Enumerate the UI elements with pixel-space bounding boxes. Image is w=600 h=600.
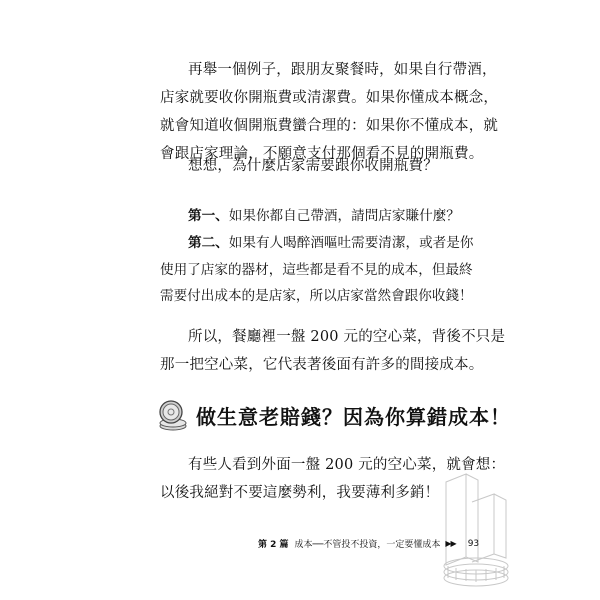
reason-label: 第一、 xyxy=(188,208,229,224)
chapter-title: 成本──不管投不投資，一定要懂成本 xyxy=(294,540,441,550)
text-line: 店家就要收你開瓶費或清潔費。如果你懂成本概念， xyxy=(160,90,499,106)
paragraph-conclusion xyxy=(160,323,506,379)
text-line: 所以，餐廳裡一盤 200 元的空心菜，背後不只是 xyxy=(188,329,506,345)
reason-label: 第二、 xyxy=(188,235,229,251)
text-line: 再舉一個例子，跟朋友聚餐時，如果自行帶酒， xyxy=(188,62,497,78)
text-line xyxy=(160,230,474,257)
page-footer xyxy=(258,537,479,550)
text-line: 想想，為什麼店家需要跟你收開瓶費？ xyxy=(188,158,438,174)
text-line: 以後我絕對不要這麼勢利，我要薄利多銷！ xyxy=(160,485,440,501)
text-line: 那一把空心菜，它代表著後面有許多的間接成本。 xyxy=(160,357,484,373)
reason-two xyxy=(160,230,474,310)
text-line: 就會知道收個開瓶費蠻合理的：如果你不懂成本，就 xyxy=(160,118,499,134)
arrows-icon: ▶▶ xyxy=(445,539,456,548)
text-line: 使用了店家的器材，這些都是看不見的成本，但最終 xyxy=(160,261,473,278)
text-line: 有些人看到外面一盤 200 元的空心菜，就會想： xyxy=(188,457,506,473)
reason-one xyxy=(160,203,460,230)
paragraph-intro xyxy=(160,451,506,507)
coins-icon xyxy=(156,398,190,432)
section-heading xyxy=(156,397,511,433)
coin-stack-illustration xyxy=(436,462,516,587)
text-line: 需要付出成本的是店家，所以店家當然會跟你收錢！ xyxy=(160,288,473,304)
paragraph-question xyxy=(160,152,460,180)
reason-text: 如果有人喝醉酒嘔吐需要清潔，或者是你 xyxy=(228,235,474,251)
text-line xyxy=(160,203,460,230)
heading-title: 做生意老賠錢？因為你算錯成本！ xyxy=(196,404,511,429)
text-line: 會跟店家理論，不願意支付那個看不見的開瓶費。 xyxy=(160,146,484,162)
page-number: 93 xyxy=(467,538,480,549)
reason-text: 如果你都自己帶酒，請問店家賺什麼？ xyxy=(228,208,460,224)
chapter-label: 第 2 篇 xyxy=(258,540,289,550)
